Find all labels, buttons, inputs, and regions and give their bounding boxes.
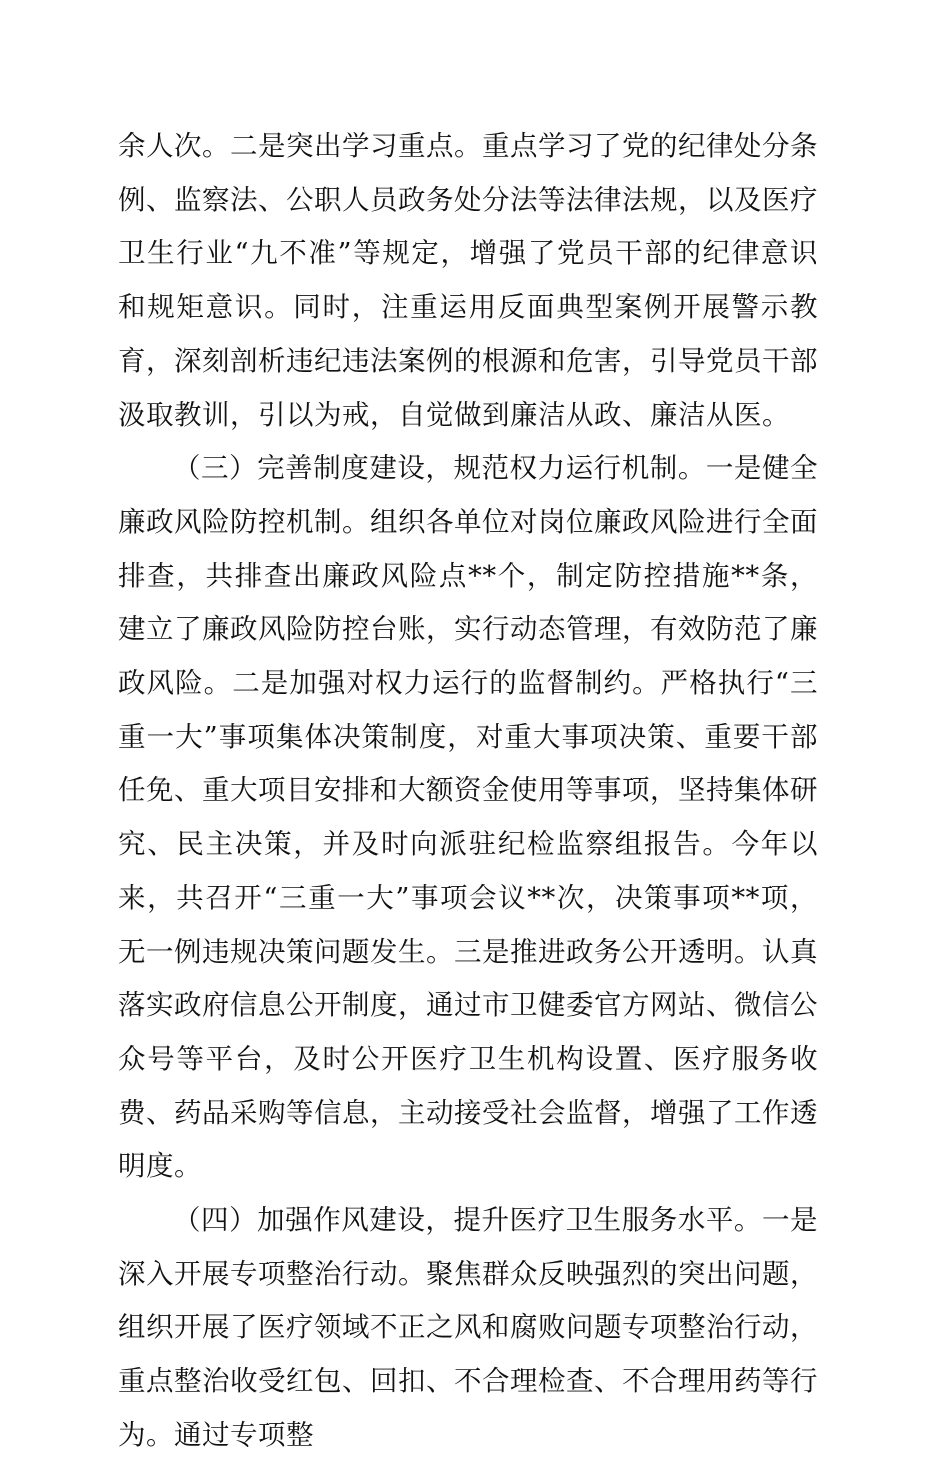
paragraph-section-3: （三）完善制度建设，规范权力运行机制。一是健全廉政风险防控机制。组织各单位对岗位廉政风险进行全面排查，共排查出廉政风险点**个，制定防控措施**条，建立了廉政风险防控台账，实行动态管理，有效防范了廉政风险。二是加强对权力运行的监督制约。严格执行“三重一大”事项集体决策制度，对重大事项决策、重要干部任免、重大项目安排和大额资金使用等事项，坚持集体研究、民主决策，并及时向派驻纪检监察组报告。今年以来，共召开“三重一大”事项会议**次，决策事项**项，无一例违规决策问题发生。三是推进政务公开透明。认真落实政府信息公开制度，通过市卫健委官方网站、微信公众号等平台，及时公开医疗卫生机构设置、医疗服务收费、药品采购等信息，主动接受社会监督，增强了工作透明度。	[118, 452, 818, 1183]
paragraph-section-4: （四）加强作风建设，提升医疗卫生服务水平。一是深入开展专项整治行动。聚焦群众反映强烈的突出问题，组织开展了医疗领域不正之风和腐败问题专项整治行动，重点整治收受红包、回扣、不合理检查、不合理用药等行为。通过专项整	[118, 1204, 818, 1451]
document-body	[118, 120, 818, 1463]
paragraph-continued: 余人次。二是突出学习重点。重点学习了党的纪律处分条例、监察法、公职人员政务处分法等法律法规，以及医疗卫生行业“九不准”等规定，增强了党员干部的纪律意识和规矩意识。同时，注重运用反面典型案例开展警示教育，深刻剖析违纪违法案例的根源和危害，引导党员干部汲取教训，引以为戒，自觉做到廉洁从政、廉洁从医。	[118, 130, 818, 431]
